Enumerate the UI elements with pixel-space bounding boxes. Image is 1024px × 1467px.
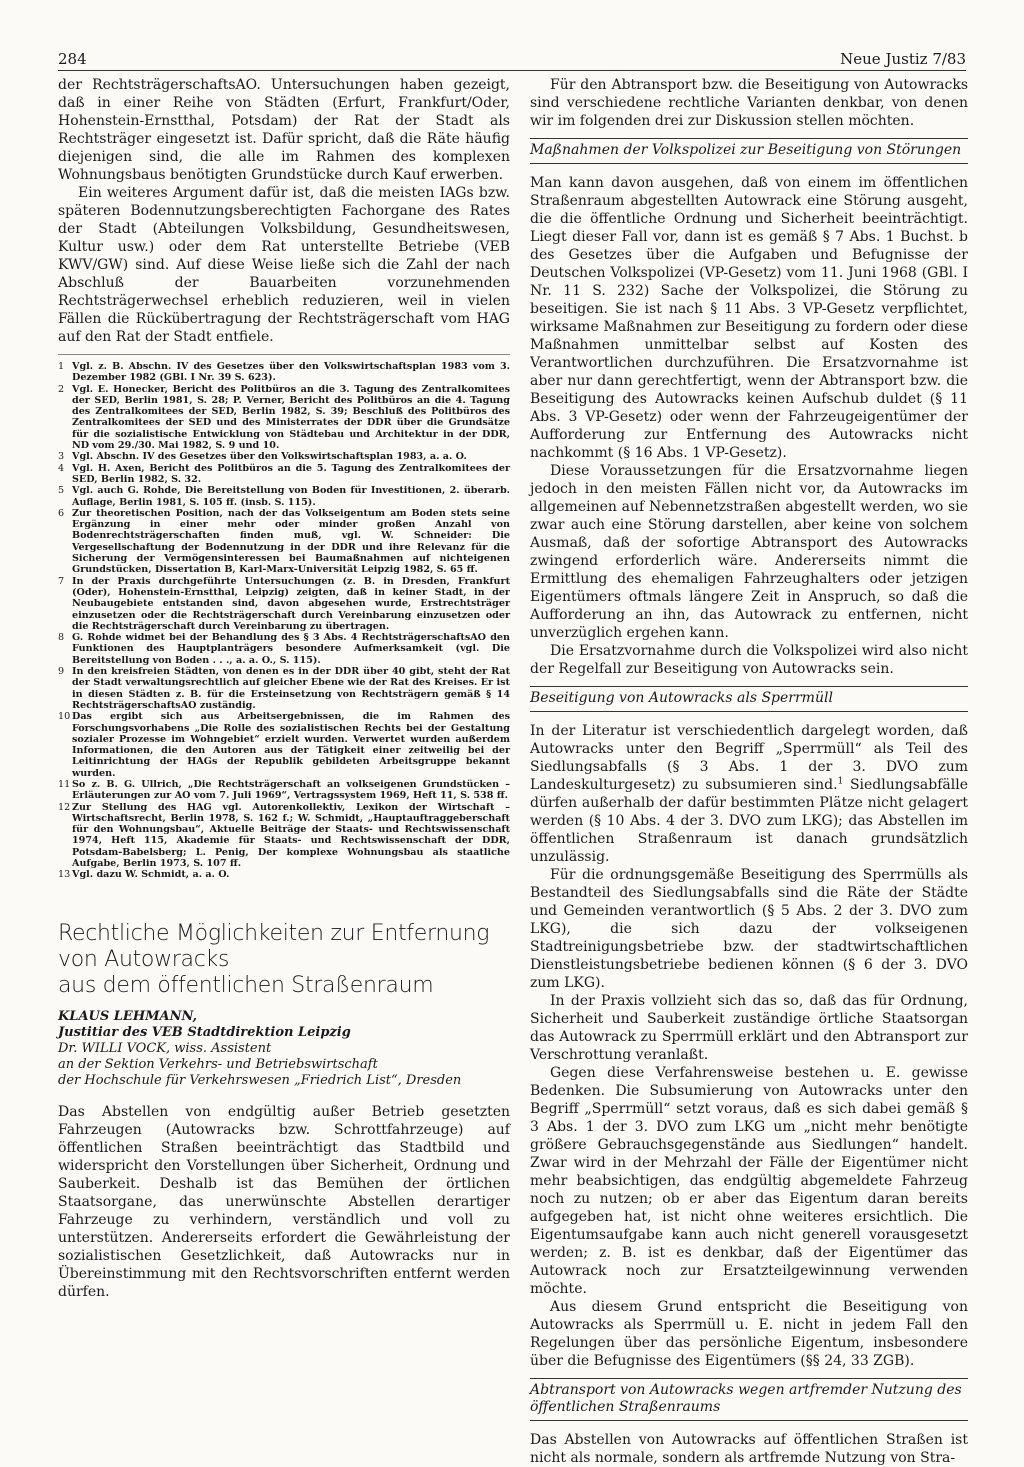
footnote-number: 11 bbox=[58, 778, 71, 790]
paragraph: Das Abstellen von Autowracks auf öffentlichen Straßen ist nicht als normale, sondern als artfremde Nutzung von Stra- bbox=[530, 1432, 968, 1466]
author-role: an der Sektion Verkehrs- und Betriebswirtschaft bbox=[58, 1056, 378, 1072]
footnote bbox=[58, 869, 510, 880]
article-title-line: Rechtliche Möglichkeiten zur Entfernung bbox=[58, 920, 490, 946]
page-number: 284 bbox=[58, 50, 87, 68]
article-title-line: von Autowracks bbox=[58, 946, 230, 972]
footnote-number: 9 bbox=[58, 666, 65, 678]
footnote-text: Vgl. auch G. Rohde, Die Bereitstellung von Boden für Investitionen, 2. überarb. Auflage, Berlin 1981, S. 105 ff. (insb. S. 115). bbox=[72, 485, 510, 508]
paragraph: der RechtsträgerschaftsAO. Untersuchungen haben gezeigt, daß in einer Reihe von Städten (Erfurt, Frankfurt/Oder, Hohenstein-Ernstthal, Potsdam) der Rat der Stadt als Rechtsträger eingesetzt ist. Dafür spricht, daß die Räte häufig diejenigen sind, die alle im Rahmen des komplexen Wohnungsbaus benötigten Grundstücke durch Kauf erwerben. bbox=[58, 77, 510, 183]
paragraph: Gegen diese Verfahrensweise bestehen u. E. gewisse Bedenken. Die Subsumierung von Autowracks unter den Begriff „Sperrmüll“ setzt voraus, daß es sich dabei gemäß § 3 Abs. 1 der 3. DVO zum LKG um „nicht mehr benötigte größere Gebrauchsgegenstände aus Siedlungen“ handelt. Zwar wird in der Mehrzahl der Fälle der Eigentümer nicht mehr beabsichtigen, das endgültig abgemeldete Fahrzeug noch zu nutzen; ob er aber das Eigentum daran bereits aufgegeben hat, ist nicht ohne weiteres ersichtlich. Die Eigentumsaufgabe kann auch nicht generell vorausgesetzt werden; z. B. ist es denkbar, daß der Eigentümer das Autowrack noch zur Ersatzteilgewinnung verwenden möchte. bbox=[530, 1065, 968, 1297]
article-title bbox=[58, 921, 510, 999]
paragraph bbox=[530, 722, 968, 866]
footnote-text: Vgl. dazu W. Schmidt, a. a. O. bbox=[72, 869, 230, 881]
footnote-text: Vgl. z. B. Abschn. IV des Gesetzes über den Volkswirtschaftsplan 1983 vom 3. Dezember 1982 (GBl. I Nr. 39 S. 623). bbox=[72, 361, 510, 384]
footnote-ref[interactable]: 1 bbox=[837, 776, 844, 787]
footnote bbox=[58, 779, 510, 802]
section-heading: Beseitigung von Autowracks als Sperrmüll bbox=[530, 686, 968, 712]
footnote-number: 8 bbox=[58, 632, 65, 644]
footnote bbox=[58, 802, 510, 870]
paragraph: Diese Voraussetzungen für die Ersatzvornahme liegen jedoch in den meisten Fällen nicht vor, da Autowracks im allgemeinen auf Nebennetzstraßen abgestellt werden, wo sie zwar auch eine Störung darstellen, aber keine von solchem Ausmaß, daß der sofortige Abtransport des Autowracks zwingend erforderlich wäre. Andererseits nimmt die Ermittlung des ehemaligen Fahrzeughalters oder jetzigen Eigentümers oftmals längere Zeit in Anspruch, so daß die Aufforderung an ihn, das Autowrack zu entfernen, nicht unverzüglich ergehen kann. bbox=[530, 463, 968, 641]
footnote-text: Zur theoretischen Position, nach der das Volkseigentum am Boden stets seine Ergänzung in einer mehr oder minder großen Anzahl von Bodenrechtsträgerschaften finden muß, vgl. W. Schneider: Die Vergesellschaftung der Bodennutzung in der DDR und ihre Relevanz für die Sicherung der Vermögensinteressen bei Baumaßnahmen auf nichteigenen Grundstücken, Dissertation B, Karl-Marx-Universität Leipzig 1982, S. 65 ff. bbox=[72, 507, 510, 576]
footnote-text: G. Rohde widmet bei der Behandlung des § 3 Abs. 4 RechtsträgerschaftsAO den Funktionen des Hauptplanträgers besondere Aufmerksamkeit (vgl. Die Bereitstellung von Boden . . ., a. a. O., S. 115). bbox=[72, 632, 510, 666]
paragraph: Für die ordnungsgemäße Beseitigung des Sperrmülls als Bestandteil des Siedlungsabfalls sind die Räte der Städte und Gemeinden verantwortlich (§ 5 Abs. 2 der 3. DVO zum LKG), die sich dazu der volkseigenen Stadtreinigungsbetriebe bzw. der stadtwirtschaftlichen Dienstleistungsbetriebe bedienen können (§ 6 der 3. DVO zum LKG). bbox=[530, 867, 968, 991]
footnote-number: 7 bbox=[58, 575, 65, 587]
footnote-number: 5 bbox=[58, 485, 65, 497]
footnote bbox=[58, 632, 510, 666]
paragraph: In der Praxis vollzieht sich das so, daß das für Ordnung, Sicherheit und Sauberkeit zuständige örtliche Staatsorgan das Autowrack zu Sperrmüll erklärt und den Abtransport zur Verschrottung veranlaßt. bbox=[530, 993, 968, 1063]
article-title-line: aus dem öffentlichen Straßenraum bbox=[58, 972, 434, 998]
paragraph: Die Ersatzvornahme durch die Volkspolizei wird also nicht der Regelfall zur Beseitigung von Autowracks sein. bbox=[530, 643, 968, 677]
footnote-number: 10 bbox=[58, 711, 71, 723]
footnote-text: Vgl. E. Honecker, Bericht des Politbüros an die 3. Tagung des Zentralkomitees der SED, Berlin 1981, S. 28; P. Verner, Bericht des Politbüros an die 4. Tagung des Zentralkomitees der SED, Berlin 1982, S. 39; Beschluß des Politbüros des Zentralkomitees der SED und des Ministerrates der DDR über die Grundsätze für die sozialistische Entwicklung von Städtebau und Architektur in der DDR, ND vom 29./30. Mai 1982, S. 9 und 10. bbox=[72, 383, 510, 452]
footnote-text: Das ergibt sich aus Arbeitsergebnissen, die im Rahmen des Forschungsvorhabens „Die Rolle des sozialistischen Rechts bei der Gestaltung sozialer Prozesse im Wohngebiet“ erzielt wurden. Verwertet wurden außerdem Informationen, die den Autoren aus der Tätigkeit einer zeitweilig bei der Leitinrichtung der HAGs der Republik gebildeten Arbeitsgruppe bekannt wurden. bbox=[72, 711, 510, 779]
paragraph: Man kann davon ausgehen, daß von einem im öffentlichen Straßenraum abgestellten Autowrack eine Störung ausgeht, die die öffentliche Ordnung und Sicherheit beeinträchtigt. Liegt dieser Fall vor, dann ist es gemäß § 7 Abs. 1 Buchst. b des Gesetzes über die Aufgaben und Befugnisse der Deutschen Volkspolizei (VP-Gesetz) vom 11. Juni 1968 (GBl. I Nr. 11 S. 232) Sache der Volkspolizei, die Störung zu beseitigen. Sie ist nach § 11 Abs. 3 VP-Gesetz verpflichtet, wirksame Maßnahmen zur Beseitigung zu fordern oder diese Maßnahmen unmittelbar selbst auf Kosten des Verantwortlichen durchzuführen. Die Ersatzvornahme ist aber nur dann gerechtfertigt, wenn der Abtransport bzw. die Beseitigung des Autowracks keinen Aufschub duldet (§ 11 Abs. 3 VP-Gesetz) oder wenn der Fahrzeugeigentümer der Aufforderung zur Entfernung des Autowracks nicht nachkommt (§ 16 Abs. 1 VP-Gesetz). bbox=[530, 175, 968, 461]
footnote-number: 1 bbox=[58, 361, 65, 372]
footnote-number: 3 bbox=[58, 451, 65, 463]
footnote bbox=[58, 384, 510, 452]
footnote-number: 4 bbox=[58, 462, 65, 474]
paragraph-text: In der Literatur ist verschiedentlich dargelegt worden, daß Autowracks unter den Begriff „Sperrmüll“ als Teil des Siedlungsabfalls (§ 3 Abs. 1 der 3. DVO zum Landeskulturgesetz) zu subsumieren sind. bbox=[530, 723, 968, 793]
footnote bbox=[58, 361, 510, 384]
footnote bbox=[58, 463, 510, 486]
paragraph: Aus diesem Grund entspricht die Beseitigung von Autowracks als Sperrmüll u. E. nicht in jedem Fall den Regelungen über das persönliche Eigentum, insbesondere über die Befugnisse des Eigentümers (§§ 24, 33 ZGB). bbox=[530, 1299, 968, 1369]
author-role: Justitiar des VEB Stadtdirektion Leipzig bbox=[58, 1024, 351, 1040]
footnote-number: 6 bbox=[58, 507, 65, 519]
paragraph: Für den Abtransport bzw. die Beseitigung von Autowracks sind verschiedene rechtliche Varianten denkbar, von denen wir im folgenden drei zur Diskussion stellen möchten. bbox=[530, 77, 968, 129]
footnote-text: Vgl. H. Axen, Bericht des Politbüros an die 5. Tagung des Zentralkomitees der SED, Berlin 1982, S. 32. bbox=[72, 462, 510, 485]
journal-issue: Neue Justiz 7/83 bbox=[840, 50, 966, 68]
author-name: KLAUS LEHMANN, bbox=[58, 1008, 198, 1024]
header-rule bbox=[58, 70, 966, 71]
footnote bbox=[58, 508, 510, 576]
footnote bbox=[58, 576, 510, 632]
section-heading: Maßnahmen der Volkspolizei zur Beseitigung von Störungen bbox=[530, 138, 968, 164]
author-role: der Hochschule für Verkehrswesen „Friedrich List“, Dresden bbox=[58, 1072, 462, 1088]
footnote-text: Zur Stellung des HAG vgl. Autorenkollektiv, Lexikon der Wirtschaft – Wirtschaftsrecht, Berlin 1978, S. 162 f.; W. Schmidt, „Hauptauftraggeberschaft für den Wohnungsbau“, Aktuelle Beiträge der Staats- und Rechtswissenschaft 1974, Heft 115, Akademie für Staats- und Rechtswissenschaft der DDR, Potsdam-Babelsberg; L. Penig, Der komplexe Wohnungsbau als staatliche Aufgabe, Berlin 1973, S. 107 ff. bbox=[72, 801, 510, 870]
footnote bbox=[58, 666, 510, 711]
footnote-text: So z. B. G. Ullrich, „Die Rechtsträgerschaft an volkseigenen Grundstücken – Erläuterungen zur AO vom 7. Juli 1969“, Vertragssystem 1969, Heft 11, S. 538 ff. bbox=[72, 778, 510, 802]
footnote-number: 13 bbox=[58, 869, 71, 881]
paragraph: Ein weiteres Argument dafür ist, daß die meisten IAGs bzw. späteren Bodennutzungsberechtigten Fachorgane des Rates der Stadt (Abteilungen Volksbildung, Gesundheitswesen, Kultur usw.) oder dem Rat unterstellte Betriebe (VEB KWV/GW) sind. Auf diese Weise ließe sich die Zahl der nach Abschluß der Bauarbeiten vorzunehmenden Rechtsträgerwechsel erheblich reduzieren, weil in vielen Fällen die Rückübertragung der Rechtsträgerschaft vom HAG auf den Rat der Stadt entfiele. bbox=[58, 185, 510, 345]
left-column bbox=[58, 76, 510, 1301]
footnote-number: 2 bbox=[58, 383, 65, 395]
footnote-text: In den kreisfreien Städten, von denen es in der DDR über 40 gibt, steht der Rat der Stadt verwaltungsrechtlich auf gleicher Ebene wie der Rat des Kreises. Er ist in diesen Städten z. B. für die Ersteinsetzung von Rechtsträgern gemäß § 14 RechtsträgerschaftsAO zuständig. bbox=[72, 666, 510, 711]
paragraph-text: Siedlungsabfälle dürfen außerhalb der dafür bestimmten Plätze nicht gelagert werden (§ 10 Abs. 4 der 3. DVO zum LKG); das Abstellen im öffentlichen Straßenraum ist danach grundsätzlich unzulässig. bbox=[530, 777, 968, 865]
intro-paragraph: Das Abstellen von endgültig außer Betrieb gesetzten Fahrzeugen (Autowracks bzw. Schrottfahrzeuge) auf öffentlichen Straßen beeinträchtigt das Stadtbild und widerspricht den Vorstellungen über Sicherheit, Ordnung und Sauberkeit. Deshalb ist das Bemühen der örtlichen Staatsorgane, das unerwünschte Abstellen derartiger Fahrzeuge zu verhindern, verständlich und voll zu unterstützen. Andererseits erfordert die Gewährleistung der sozialistischen Gesetzlichkeit, daß Autowracks nur in Übereinstimmung mit den Rechtsvorschriften entfernt werden dürfen. bbox=[58, 1103, 510, 1300]
section-heading: Abtransport von Autowracks wegen artfremder Nutzung des öffentlichen Straßenraums bbox=[530, 1378, 968, 1421]
footnote-text: Vgl. Abschn. IV des Gesetzes über den Volkswirtschaftsplan 1983, a. a. O. bbox=[72, 451, 467, 463]
footnote-number: 12 bbox=[58, 801, 71, 813]
footnote-text: In der Praxis durchgeführte Untersuchungen (z. B. in Dresden, Frankfurt (Oder), Hohenstein-Ernstthal, Leipzig) zeigten, daß in keiner Stadt, in der Neubaugebiete entstanden sind, davon abgesehen wurde, Erstrechtsträger einzusetzen oder die Rechtsträgerschaft durch Vereinbarung einzusetzen oder die Rechtsträgerschaft durch Vereinbarung zu übertragen. bbox=[72, 575, 510, 632]
footnote bbox=[58, 451, 510, 462]
author-name: Dr. WILLI VOCK, wiss. Assistent bbox=[58, 1040, 272, 1056]
author-block bbox=[58, 1009, 510, 1089]
footnote-list bbox=[58, 354, 510, 881]
footnote bbox=[58, 485, 510, 508]
right-column bbox=[530, 76, 968, 1467]
footnote bbox=[58, 711, 510, 779]
